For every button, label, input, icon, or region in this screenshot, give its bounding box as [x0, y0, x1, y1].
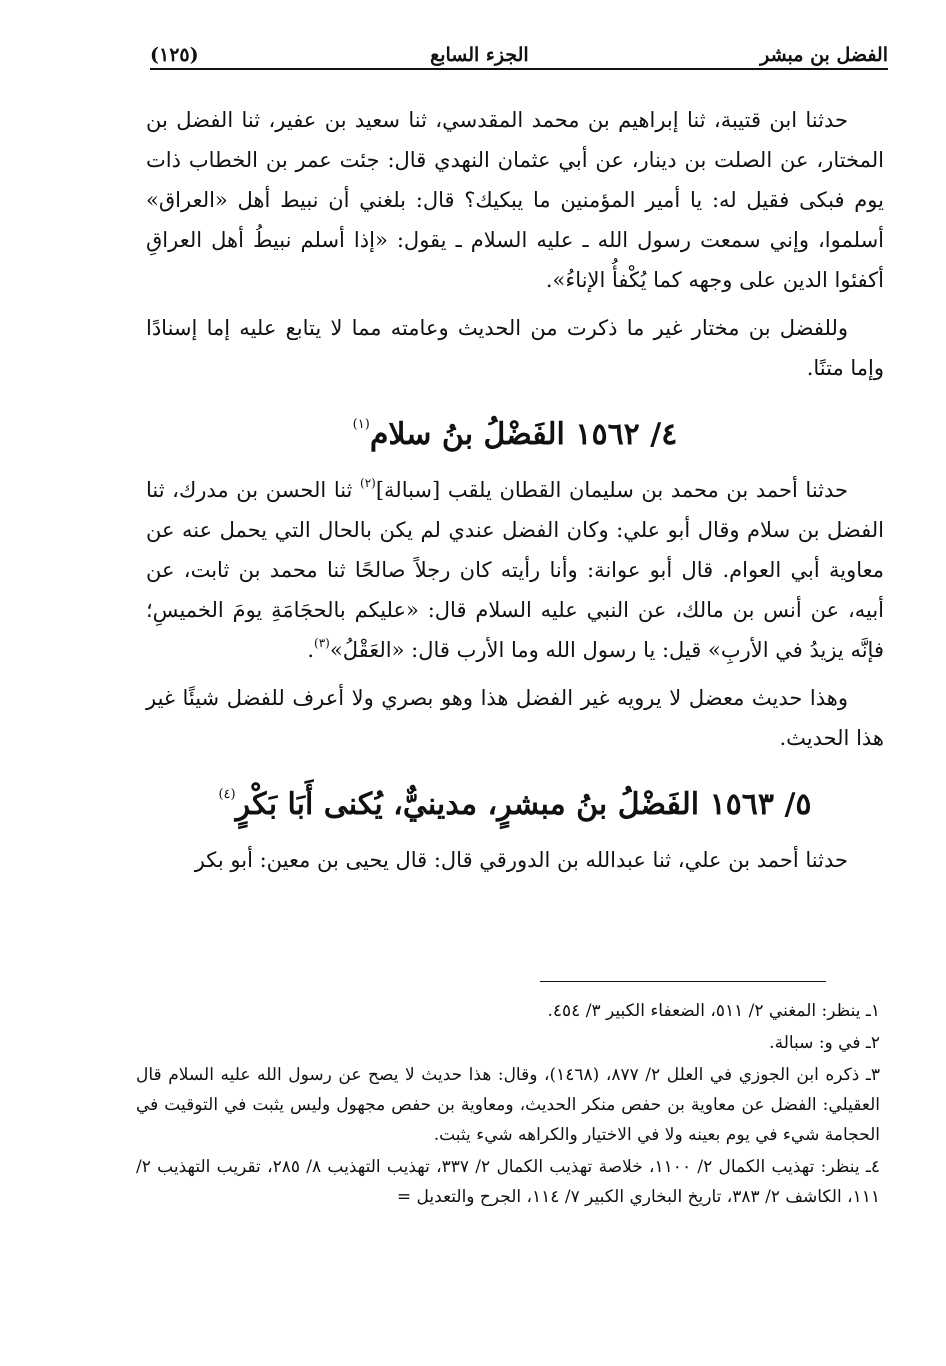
paragraph-5: حدثنا أحمد بن علي، ثنا عبدالله بن الدورقي قال: قال يحيى بن معين: أبو بكر: [194, 848, 848, 872]
paragraph-4: وهذا حديث معضل لا يرويه غير الفضل هذا وهو بصري ولا أعرف للفضل شيئًا غير هذا الحديث.: [146, 686, 884, 750]
footnote-ref-3: (٣): [314, 636, 330, 650]
main-text: [146, 100, 884, 888]
footnote-4: ٤ـ ينظر: تهذيب الكمال ٢/ ١١٠٠، خلاصة تهذيب الكمال ٢/ ٣٣٧، تهذيب التهذيب ٨/ ٢٨٥، تقريب التهذيب ٢/ ١١١، الكاشف ٢/ ٣٨٣، تاريخ البخاري الكبير ٧/ ١١٤، الجرح والتعديل =: [136, 1157, 880, 1207]
footnote-3: ٣ـ ذكره ابن الجوزي في العلل ٢/ ٨٧٧، (١٤٦٨)، وقال: هذا حديث لا يصح عن رسول الله عليه السلام قال العقيلي: الفضل عن معاوية بن حفص منكر الحديث، ومعاوية بن حفص مجهول وليس يثبت في التوقيت في الحجامة شيء في يوم بعينه ولا في الاختيار والكراهه شيء يثبت.: [136, 1065, 880, 1145]
paragraph-3-part-c: .: [307, 638, 315, 662]
running-header: [150, 28, 888, 66]
entry-heading-text: ٤/ ١٥٦٢ الفَضْلُ بنُ سلام: [369, 417, 678, 452]
footnote-ref-1: (١): [352, 417, 370, 432]
entry-heading-1562: [146, 402, 884, 458]
footnote-2: ٢ـ في و: سبالة.: [769, 1033, 880, 1053]
entry-heading-text: ٥/ ١٥٦٣ الفَضْلُ بنُ مبشرٍ، مدينيٌّ، يُكنى أَبَا بَكْرٍ: [235, 787, 812, 822]
footnote-rule: [540, 981, 826, 982]
header-volume-title: الجزء السابع: [430, 44, 529, 66]
footnotes: [136, 996, 880, 1214]
header-chapter-title: الفضل بن مبشر: [760, 44, 888, 66]
footnote-ref-2: (٢): [360, 476, 376, 490]
entry-heading-1563: [146, 772, 884, 828]
paragraph-1: حدثنا ابن قتيبة، ثنا إبراهيم بن محمد المقدسي، ثنا سعيد بن عفير، ثنا الفضل بن المختار، عن الصلت بن دينار، عن أبي عثمان النهدي قال: جئت عمر بن الخطاب ذات يوم فبكى فقيل له: يا أمير المؤمنين ما يبكيك؟ قال: بلغني أن نبيط أهل «العراق» أسلموا، وإني سمعت رسول الله ـ عليه السلام ـ يقول: «إذا أسلم نبيطُ أهل العراقِ أكفئوا الدين على وجهه كما يُكْفأُ الإناءُ».: [146, 108, 884, 292]
paragraph-3-part-b: ثنا الحسن بن مدرك، ثنا الفضل بن سلام وقال أبو علي: وكان الفضل عندي لم يكن بالحال التي يحمل عنه عن معاوية أبي العوام. قال أبو عوانة: وأنا رأيته كان رجلاً صالحًا ثنا محمد بن ثابت، عن أبيه، عن أنس بن مالك، عن النبي عليه السلام قال: «عليكم بالحجَامَةِ يومَ الخميسِ؛ فإنَّه يزيدُ في الأربِ» قيل: يا رسول الله وما الأرب قال: «العَقْلُ»: [146, 478, 884, 662]
paragraph-3-part-a: حدثنا أحمد بن محمد بن سليمان القطان يلقب [سبالة]: [375, 478, 849, 502]
footnote-ref-4: (٤): [218, 787, 236, 802]
footnote-1: ١ـ ينظر: المغني ٢/ ٥١١، الضعفاء الكبير ٣/ ٤٥٤.: [547, 1001, 880, 1021]
header-rule: [150, 68, 888, 70]
paragraph-3: [146, 470, 884, 670]
page-number: (١٢٥): [150, 44, 199, 66]
paragraph-2: وللفضل بن مختار غير ما ذكرت من الحديث وعامته مما لا يتابع عليه إما إسنادًا وإما متنًا.: [146, 316, 884, 380]
